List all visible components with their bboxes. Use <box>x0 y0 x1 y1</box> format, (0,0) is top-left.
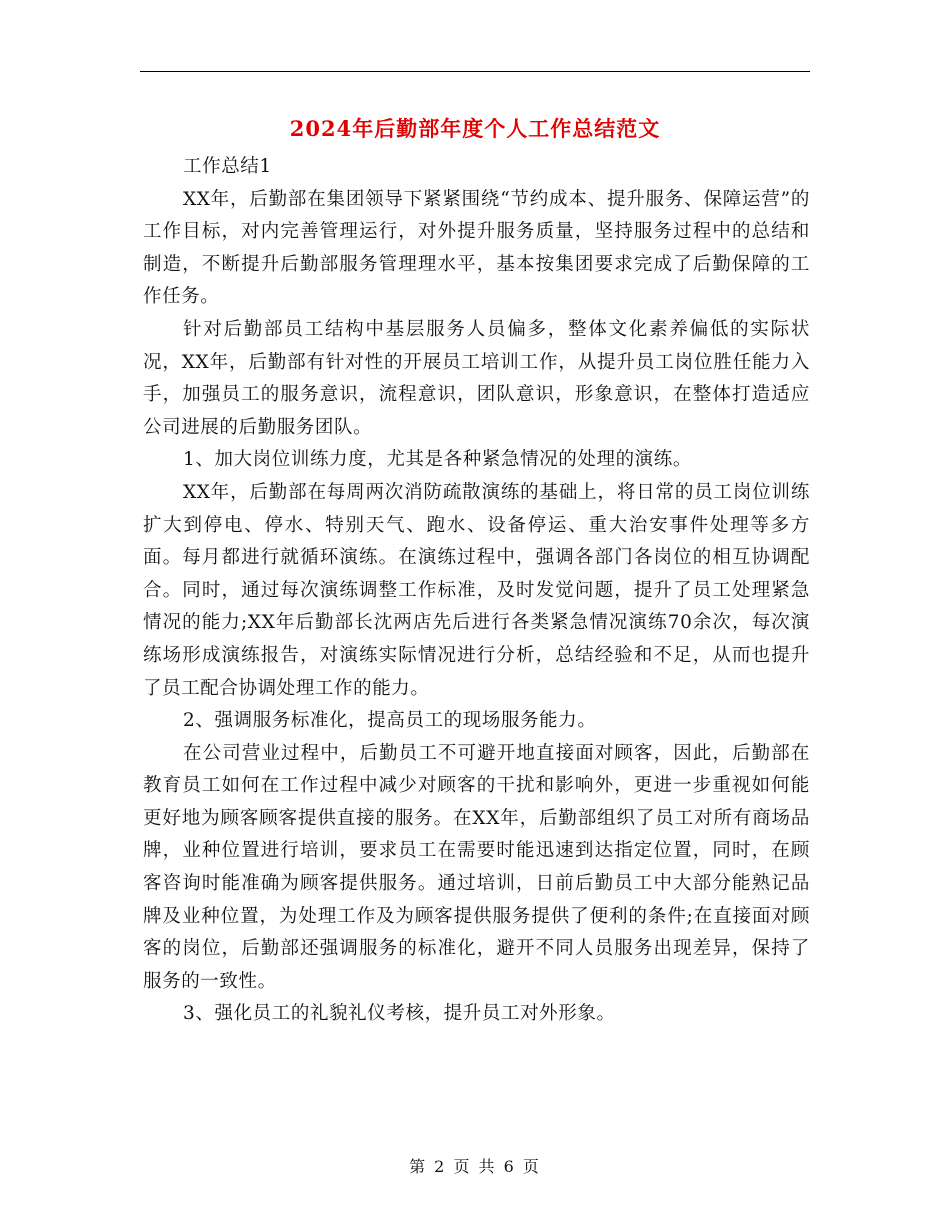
document-title: 2024年后勤部年度个人工作总结范文 <box>289 116 661 141</box>
section-heading: 1、加大岗位训练力度，尤其是各种紧急情况的处理的演练。 <box>183 449 692 471</box>
page-number: 第 2 页 共 6 页 <box>409 1157 541 1176</box>
header-rule <box>140 71 810 72</box>
paragraph-heading: 工作总结1 <box>183 156 272 177</box>
document-body <box>143 151 810 1031</box>
section-heading: 3、强化员工的礼貌礼仪考核，提升员工对外形象。 <box>183 1003 616 1025</box>
paragraph: XX年，后勤部在集团领导下紧紧围绕“节约成本、提升服务、保障运营”的工作目标，对内完善管理运行，对外提升服务质量，坚持服务过程中的总结和制造，不断提升后勤部服务管理理水平，基本按集团要求完成了后勤保障的工作任务。 <box>143 188 810 308</box>
section-heading: 2、强调服务标准化，提高员工的现场服务能力。 <box>183 710 597 732</box>
paragraph: XX年，后勤部在每周两次消防疏散演练的基础上，将日常的员工岗位训练扩大到停电、停水、特别天气、跑水、设备停运、重大治安事件处理等多方面。每月都进行就循环演练。在演练过程中，强调各部门各岗位的相互协调配合。同时，通过每次演练调整工作标准，及时发觉问题，提升了员工处理紧急情况的能力;XX年后勤部长沈两店先后进行各类紧急情况演练70余次，每次演练场形成演练报告，对演练实际情况进行分析，总结经验和不足，从而也提升了员工配合协调处理工作的能力。 <box>143 481 810 699</box>
paragraph: 在公司营业过程中，后勤员工不可避开地直接面对顾客，因此，后勤部在教育员工如何在工作过程中减少对顾客的干扰和影响外，更进一步重视如何能更好地为顾客顾客提供直接的服务。在XX年，后勤部组织了员工对所有商场品牌，业种位置进行培训，要求员工在需要时能迅速到达指定位置，同时，在顾客咨询时能准确为顾客提供服务。通过培训，日前后勤员工中大部分能熟记品牌及业种位置，为处理工作及为顾客提供服务提供了便利的条件;在直接面对顾客的岗位，后勤部还强调服务的标准化，避开不同人员服务出现差异，保持了服务的一致性。 <box>143 742 810 992</box>
page-footer <box>0 1154 950 1177</box>
paragraph: 针对后勤部员工结构中基层服务人员偏多，整体文化素养偏低的实际状况，XX年，后勤部有针对性的开展员工培训工作，从提升员工岗位胜任能力入手，加强员工的服务意识，流程意识，团队意识，形象意识，在整体打造适应公司进展的后勤服务团队。 <box>143 318 810 438</box>
